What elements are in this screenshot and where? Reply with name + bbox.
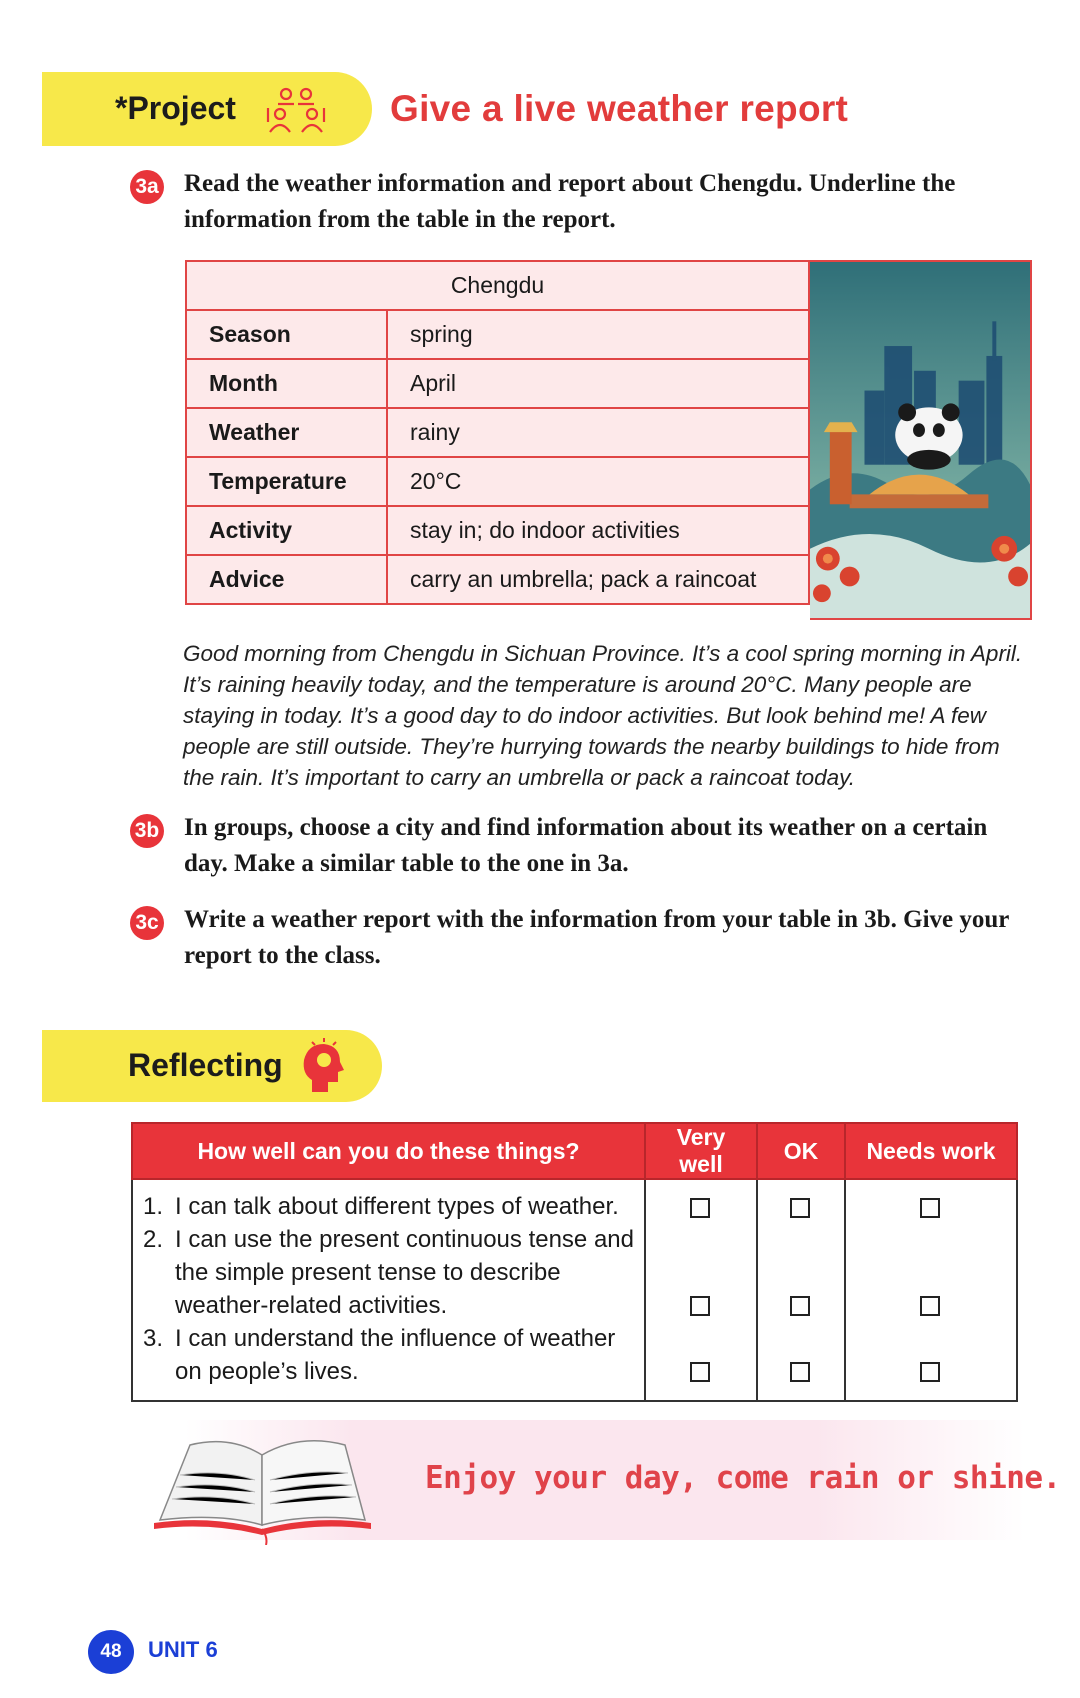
table-row [186, 310, 809, 359]
step-badge-3c: 3c [130, 906, 164, 940]
question-header: How well can you do these things? [132, 1123, 645, 1179]
step-badge-3a: 3a [130, 170, 164, 204]
checkbox-item2-ok[interactable] [790, 1296, 810, 1316]
project-title: Give a live weather report [390, 88, 849, 129]
list-item [143, 1322, 634, 1388]
row-value: carry an umbrella; pack a raincoat [387, 555, 809, 604]
table-row [186, 555, 809, 604]
weather-report-text: Good morning from Chengdu in Sichuan Province. It’s a cool spring morning in April. It’s raining heavily today, and the temperature is around 20°C. Many people are staying in today. It’s a good day to do indoor activities. But look behind me! A few people are still outside. They’re hurrying towards the nearby buildings to hide from the rain. It’s important to carry an umbrella or pack a raincoat today. [183, 641, 1023, 790]
page-number: 48 [88, 1630, 134, 1674]
unit-label: UNIT 6 [148, 1637, 218, 1662]
needs-work-column [845, 1179, 1017, 1401]
checkbox-item3-very-well[interactable] [690, 1362, 710, 1382]
checkbox-item3-needs-work[interactable] [920, 1362, 940, 1382]
row-value: stay in; do indoor activities [387, 506, 809, 555]
reflecting-label: Reflecting [128, 1047, 283, 1083]
row-value: April [387, 359, 809, 408]
table-row [186, 408, 809, 457]
very-well-header: Very well [645, 1123, 757, 1179]
item-number: 2. [143, 1226, 164, 1253]
group-people-icon [266, 86, 326, 134]
can-do-list [132, 1179, 645, 1401]
checkbox-item2-very-well[interactable] [690, 1296, 710, 1316]
checkbox-item1-needs-work[interactable] [920, 1198, 940, 1218]
item-text: I can use the present continuous tense and the simple present tense to describe weather-related activities. [175, 1226, 634, 1319]
item-number: 1. [143, 1193, 164, 1220]
motto-text: Enjoy your day, come rain or shine. [425, 1460, 1061, 1496]
list-item [143, 1223, 634, 1322]
ok-column [757, 1179, 845, 1401]
step-3a-instruction: Read the weather information and report about Chengdu. Underline the information from the table in the report. [184, 170, 956, 233]
list-item [143, 1190, 634, 1223]
table-row [186, 359, 809, 408]
row-label: Temperature [186, 457, 387, 506]
step-3b-instruction: In groups, choose a city and find information about its weather on a certain day. Make a similar table to the one in 3a. [184, 814, 988, 877]
self-check-table [131, 1122, 1018, 1402]
checkbox-item1-very-well[interactable] [690, 1198, 710, 1218]
step-badge-3b: 3b [130, 814, 164, 848]
table-heading: Chengdu [186, 261, 809, 310]
row-label: Month [186, 359, 387, 408]
chengdu-panda-illustration [810, 260, 1032, 620]
item-text: I can talk about different types of weather. [175, 1193, 619, 1220]
lightbulb-head-icon [298, 1036, 348, 1096]
checkbox-item1-ok[interactable] [790, 1198, 810, 1218]
project-label: *Project [115, 90, 236, 126]
row-label: Season [186, 310, 387, 359]
ok-header: OK [757, 1123, 845, 1179]
step-3c-instruction: Write a weather report with the information from your table in 3b. Give your report to the class. [184, 906, 1009, 969]
checkbox-item3-ok[interactable] [790, 1362, 810, 1382]
row-value: 20°C [387, 457, 809, 506]
row-label: Advice [186, 555, 387, 604]
chengdu-info-table [185, 260, 810, 605]
table-row [186, 506, 809, 555]
row-value: rainy [387, 408, 809, 457]
table-row [186, 457, 809, 506]
row-label: Activity [186, 506, 387, 555]
row-label: Weather [186, 408, 387, 457]
row-value: spring [387, 310, 809, 359]
checkbox-item2-needs-work[interactable] [920, 1296, 940, 1316]
open-book-icon [150, 1425, 375, 1545]
item-number: 3. [143, 1325, 164, 1352]
needs-work-header: Needs work [845, 1123, 1017, 1179]
very-well-column [645, 1179, 757, 1401]
item-text: I can understand the influence of weather on people’s lives. [175, 1325, 616, 1385]
